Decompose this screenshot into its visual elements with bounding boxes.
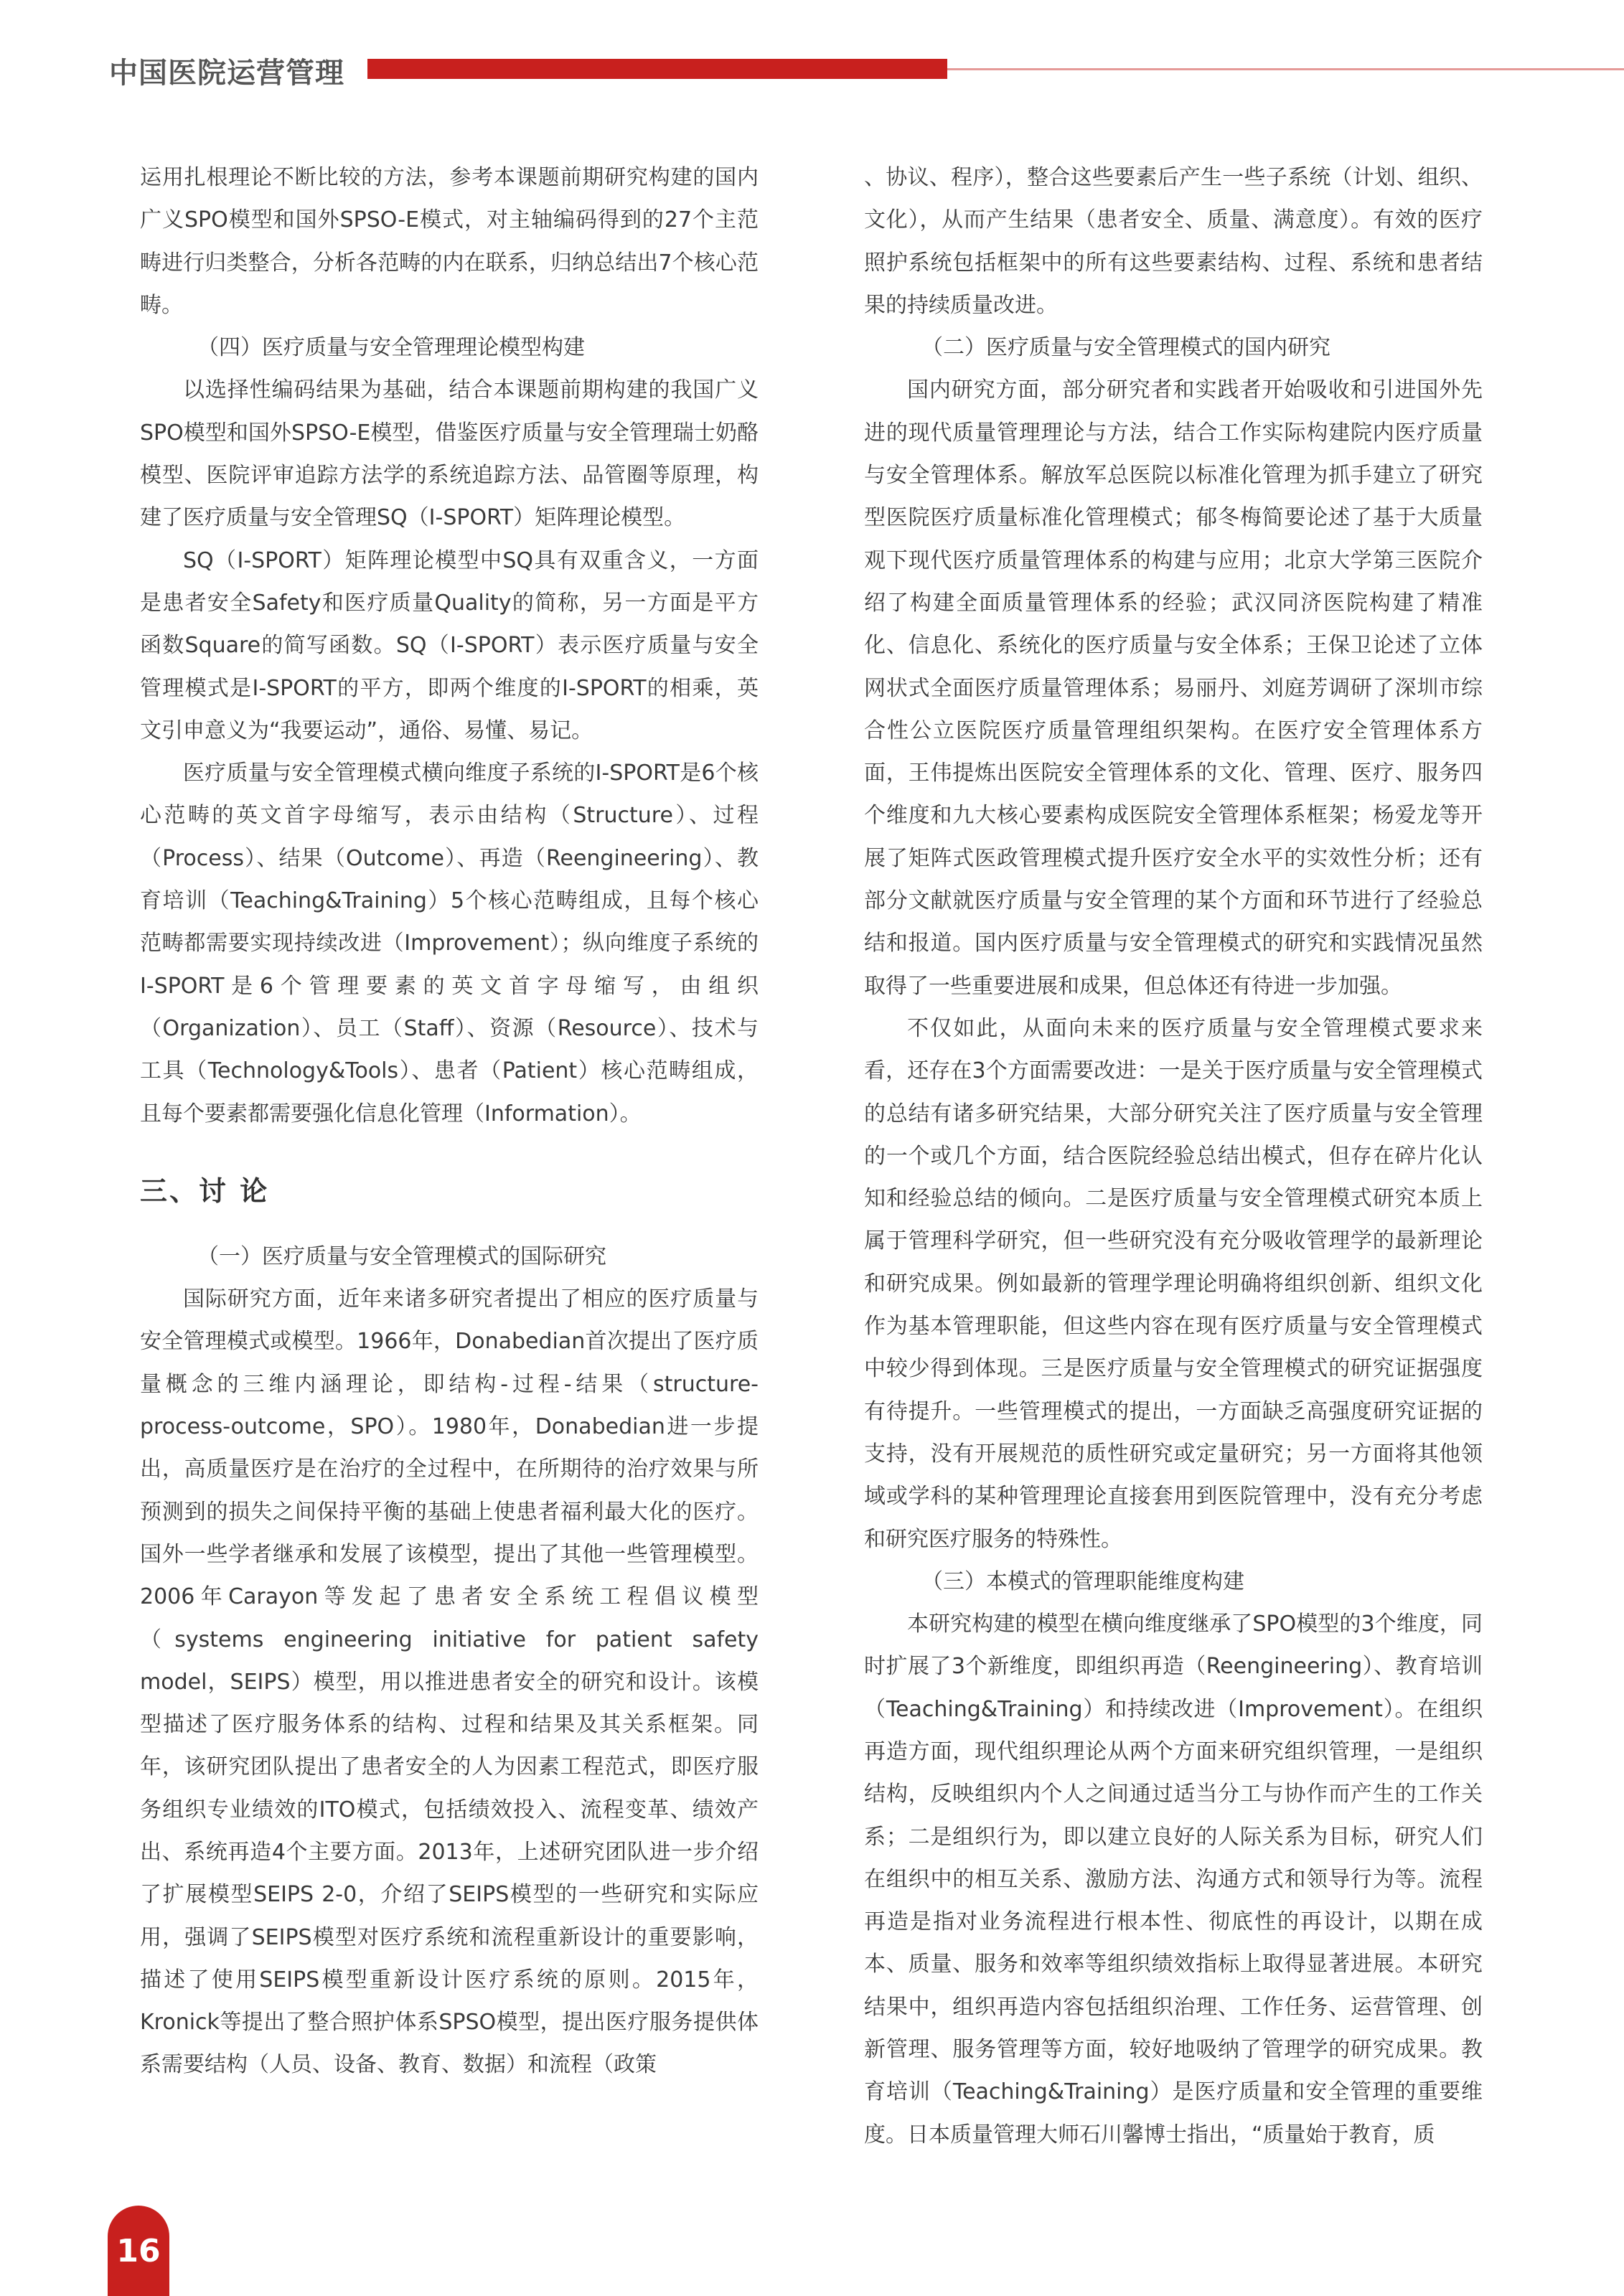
paragraph: 国际研究方面，近年来诸多研究者提出了相应的医疗质量与安全管理模式或模型。1966年，Donabedian首次提出了医疗质量概念的三维内涵理论，即结构-过程-结果（structure-process-outcome，SPO）。1980年，Donabedian进一步提出，高质量医疗是在治疗的全过程中，在所期待的治疗效果与所预测到的损失之间保持平衡的基础上使患者福利最大化的医疗。国外一些学者继承和发展了该模型，提出了其他一些管理模型。2006年Carayon等发起了患者安全系统工程倡议模型（systems engineering initiative for patient safety model，SEIPS）模型，用以推进患者安全的研究和设计。该模型描述了医疗服务体系的结构、过程和结果及其关系框架。同年，该研究团队提出了患者安全的人为因素工程范式，即医疗服务组织专业绩效的ITO模式，包括绩效投入、流程变革、绩效产出、系统再造4个主要方面。2013年，上述研究团队进一步介绍了扩展模型SEIPS 2-0，介绍了SEIPS模型的一些研究和实际应用，强调了SEIPS模型对医疗系统和流程重新设计的重要影响，描述了使用SEIPS模型重新设计医疗系统的原则。2015年，Kronick等提出了整合照护体系SPSO模型，提出医疗服务提供体系需要结构（人员、设备、教育、数据）和流程（政策 bbox=[140, 1286, 759, 2078]
subsection-heading: （三）本模式的管理职能维度构建 bbox=[921, 1568, 1244, 1594]
paragraph: 国内研究方面，部分研究者和实践者开始吸收和引进国外先进的现代质量管理理论与方法，结合工作实际构建院内医疗质量与安全管理体系。解放军总医院以标准化管理为抓手建立了研究型医院医疗质量标准化管理模式；郁冬梅简要论述了基于大质量观下现代医疗质量管理体系的构建与应用；北京大学第三医院介绍了构建全面质量管理体系的经验；武汉同济医院构建了精准化、信息化、系统化的医疗质量与安全体系；王保卫论述了立体网状式全面医疗质量管理体系；易丽丹、刘庭芳调研了深圳市综合性公立医院医疗质量管理组织架构。在医疗安全管理体系方面，王伟提炼出医院安全管理体系的文化、管理、医疗、服务四个维度和九大核心要素构成医院安全管理体系框架；杨爱龙等开展了矩阵式医政管理模式提升医疗安全水平的实效性分析；还有部分文献就医疗质量与安全管理的某个方面和环节进行了经验总结和报道。国内医疗质量与安全管理模式的研究和实践情况虽然取得了一些重要进展和成果，但总体还有待进一步加强。 bbox=[864, 377, 1483, 999]
header-red-bar bbox=[367, 59, 947, 79]
subsection-heading: （二）医疗质量与安全管理模式的国内研究 bbox=[921, 335, 1330, 361]
paragraph: 本研究构建的模型在横向维度继承了SPO模型的3个维度，同时扩展了3个新维度，即组织再造（Reengineering）、教育培训（Teaching&Training）和持续改进（Improvement）。在组织再造方面，现代组织理论从两个方面来研究组织管理，一是组织结构，反映组织内个人之间通过适当分工与协作而产生的工作关系；二是组织行为，即以建立良好的人际关系为目标，研究人们在组织中的相互关系、激励方法、沟通方式和领导行为等。流程再造是指对业务流程进行根本性、彻底性的再设计，以期在成本、质量、服务和效率等组织绩效指标上取得显著进展。本研究结果中，组织再造内容包括组织治理、工作任务、运营管理、创新管理、服务管理等方面，较好地吸纳了管理学的研究成果。教育培训（Teaching&Training）是医疗质量和安全管理的重要维度。日本质量管理大师石川馨博士指出，“质量始于教育，质 bbox=[864, 1612, 1483, 2147]
left-column bbox=[140, 156, 759, 2086]
journal-title: 中国医院运营管理 bbox=[109, 57, 344, 90]
right-column bbox=[864, 156, 1483, 2156]
subsection-heading: （四）医疗质量与安全管理理论模型构建 bbox=[197, 335, 585, 361]
page-number-badge: 16 bbox=[108, 2206, 169, 2296]
paragraph: 不仅如此，从面向未来的医疗质量与安全管理模式要求来看，还存在3个方面需要改进：一是关于医疗质量与安全管理模式的总结有诸多研究结果，大部分研究关注了医疗质量与安全管理的一个或几个方面，结合医院经验总结出模式，但存在碎片化认知和经验总结的倾向。二是医疗质量与安全管理模式研究本质上属于管理科学研究，但一些研究没有充分吸收管理学的最新理论和研究成果。例如最新的管理学理论明确将组织创新、组织文化作为基本管理职能，但这些内容在现有医疗质量与安全管理模式中较少得到体现。三是医疗质量与安全管理模式的研究证据强度有待提升。一些管理模式的提出，一方面缺乏高强度研究证据的支持，没有开展规范的质性研究或定量研究；另一方面将其他领域或学科的某种管理理论直接套用到医院管理中，没有充分考虑和研究医疗服务的特殊性。 bbox=[864, 1015, 1483, 1552]
paragraph: 运用扎根理论不断比较的方法，参考本课题前期研究构建的国内广义SPO模型和国外SPSO-E模式，对主轴编码得到的27个主范畴进行归类整合，分析各范畴的内在联系，归纳总结出7个核心范畴。 bbox=[140, 165, 759, 318]
header-red-line bbox=[947, 68, 1624, 70]
paragraph: 医疗质量与安全管理模式横向维度子系统的I-SPORT是6个核心范畴的英文首字母缩写，表示由结构（Structure）、过程（Process）、结果（Outcome）、再造（Reengineering）、教育培训（Teaching&Training）5个核心范畴组成，且每个核心范畴都需要实现持续改进（Improvement）；纵向维度子系统的I-SPORT是6个管理要素的英文首字母缩写，由组织（Organization）、员工（Staff）、资源（Resource）、技术与工具（Technology&Tools）、患者（Patient）核心范畴组成，且每个要素都需要强化信息化管理（Information）。 bbox=[140, 761, 759, 1126]
subsection-heading: （一）医疗质量与安全管理模式的国际研究 bbox=[197, 1243, 606, 1269]
paragraph: SQ（I-SPORT）矩阵理论模型中SQ具有双重含义，一方面是患者安全Safety和医疗质量Quality的简称，另一方面是平方函数Square的简写函数。SQ（I-SPORT）表示医疗质量与安全管理模式是I-SPORT的平方，即两个维度的I-SPORT的相乘，英文引申意义为“我要运动”，通俗、易懂、易记。 bbox=[140, 547, 759, 743]
section-heading: 三、讨 论 bbox=[140, 1175, 270, 1207]
paragraph: 、协议、程序），整合这些要素后产生一些子系统（计划、组织、文化），从而产生结果（患者安全、质量、满意度）。有效的医疗照护系统包括框架中的所有这些要素结构、过程、系统和患者结果的持续质量改进。 bbox=[864, 165, 1483, 318]
paragraph: 以选择性编码结果为基础，结合本课题前期构建的我国广义SPO模型和国外SPSO-E模型，借鉴医疗质量与安全管理瑞士奶酪模型、医院评审追踪方法学的系统追踪方法、品管圈等原理，构建了医疗质量与安全管理SQ（I-SPORT）矩阵理论模型。 bbox=[140, 377, 759, 531]
